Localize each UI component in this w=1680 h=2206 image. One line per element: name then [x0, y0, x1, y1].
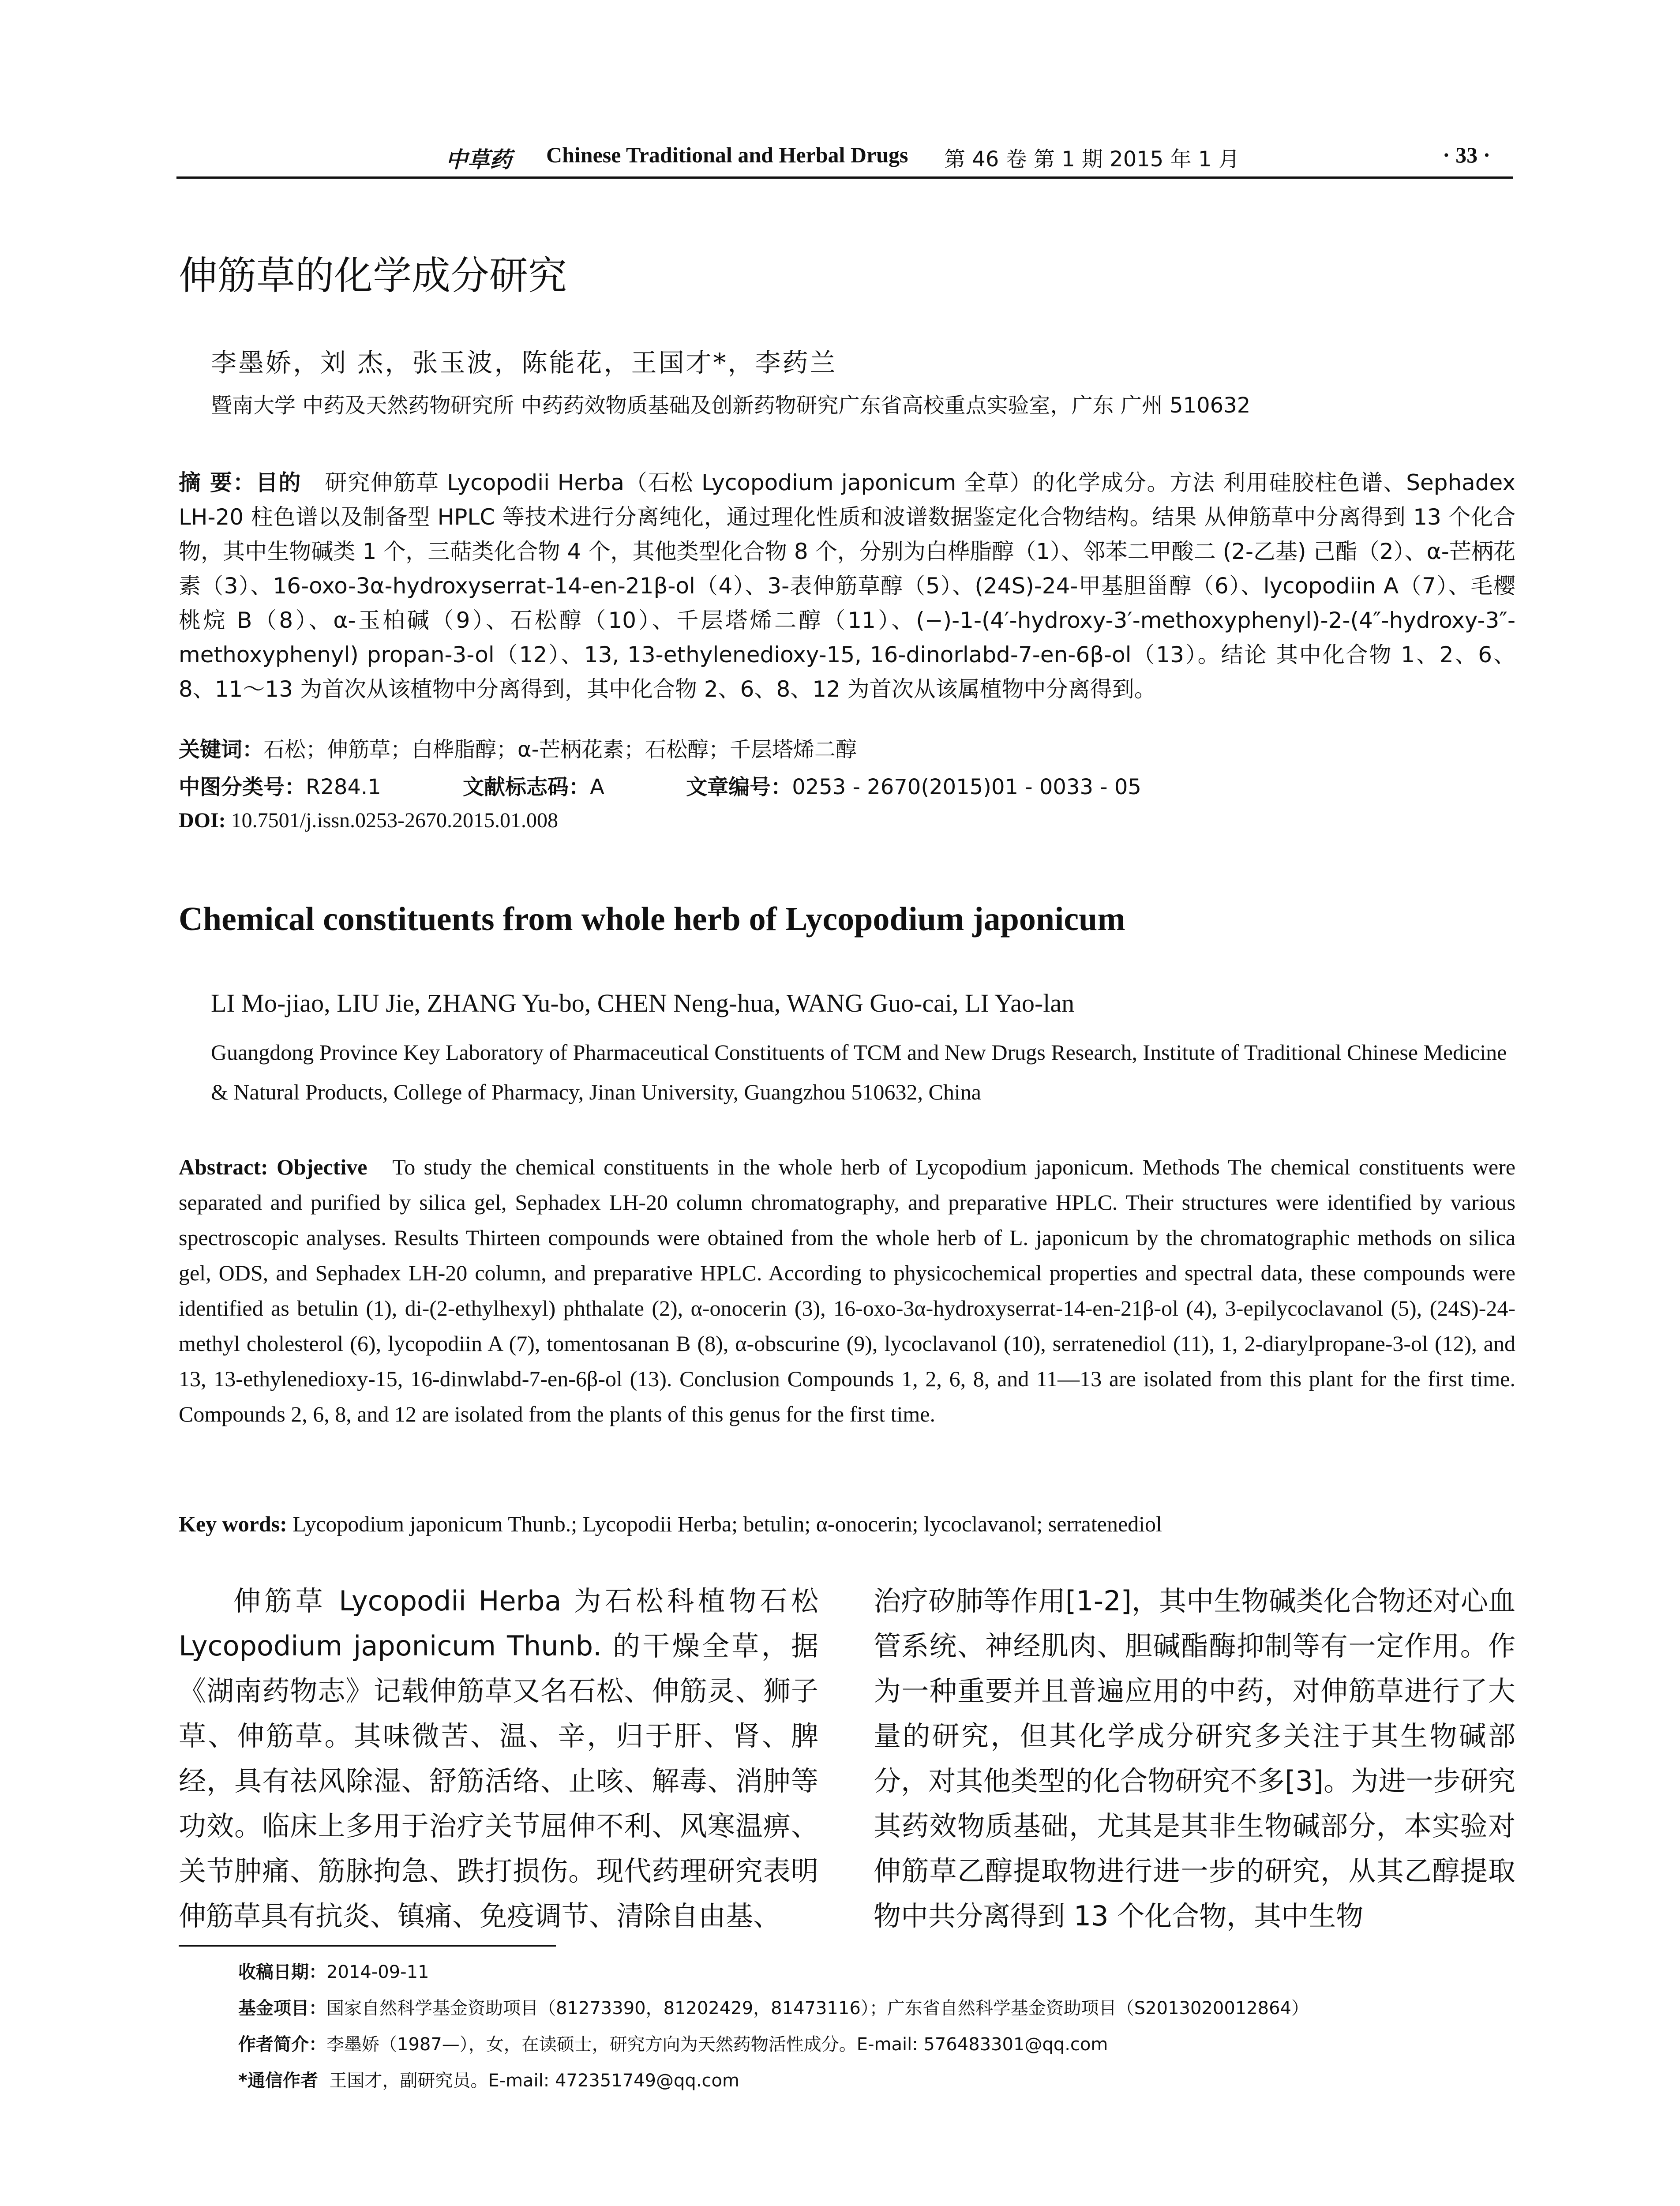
cn-abstract-text: 研究伸筋草 Lycopodii Herba（石松 Lycopodium japonicum 全草）的化学成分。方法 利用硅胶柱色谱、Sephadex LH-20 柱色谱以及制备型 HPLC 等技术进行分离纯化，通过理化性质和波谱数据鉴定化合物结构。结果 从伸筋草中分离得到 13 个化合物，其中生物碱类 1 个，三萜类化合物 4 个，其他类型化合物 8 个，分别为白桦脂醇（1）、邻苯二甲酸二 (2-乙基) 己酯（2）、α-芒柄花素（3）、16-oxo-3α-hydroxyserrat-14-en-21β-ol（4）、3-表伸筋草醇（5）、(24S)-24-甲基胆甾醇（6）、lycopodiin A（7）、毛樱桃烷 B（8）、α-玉柏碱（9）、石松醇（10）、千层塔烯二醇（11）、(−)-1-(4′-hydroxy-3′-methoxyphenyl)-2-(4″-hydroxy-3″-methoxyphenyl) propan-3-ol（12）、13, 13-ethylenedioxy-15, 16-dinorlabd-7-en-6β-ol（13）。结论 其中化合物 1、2、6、8、11～13 为首次从该植物中分离得到，其中化合物 2、6、8、12 为首次从该属植物中分离得到。 — [179, 470, 1516, 702]
corr-label: *通信作者 — [238, 2071, 318, 2091]
received-value: 2014-09-11 — [326, 1962, 429, 1982]
doc-code-value: A — [590, 775, 604, 799]
page-number: · 33 · — [1443, 143, 1491, 167]
cn-classification-line — [179, 770, 1515, 800]
received-label: 收稿日期： — [238, 1962, 326, 1982]
footnote-fund — [238, 1994, 1309, 2019]
body-column-left: 伸筋草 Lycopodii Herba 为石松科植物石松 Lycopodium japonicum Thunb. 的干燥全草，据《湖南药物志》记载伸筋草又名石松、伸筋灵、狮子草、伸筋草。其味微苦、温、辛，归于肝、肾、脾经，具有祛风除湿、舒筋活络、止咳、解毒、消肿等功效。临床上多用于治疗关节屈伸不利、风寒温痹、关节肿痛、筋脉拘急、跌打损伤。现代药理研究表明伸筋草具有抗炎、镇痛、免疫调节、清除自由基、 — [179, 1585, 818, 1932]
en-abstract — [179, 1149, 1515, 1432]
cn-keywords — [179, 732, 1515, 763]
issue-info: 第 46 卷 第 1 期 2015 年 1 月 — [944, 147, 1240, 172]
doi-label: DOI: — [179, 809, 226, 832]
footnote-author — [238, 2030, 1108, 2056]
cn-authors: 李墨娇，刘 杰，张玉波，陈能花，王国才*，李药兰 — [211, 348, 837, 378]
clc-value: R284.1 — [306, 775, 381, 799]
article-no-value: 0253 - 2670(2015)01 - 0033 - 05 — [792, 775, 1141, 799]
footnote-received — [238, 1958, 429, 1983]
footnote-rule — [179, 1945, 556, 1947]
en-abstract-label: Abstract: Objective — [179, 1155, 368, 1179]
clc-label: 中图分类号： — [179, 775, 306, 799]
cn-keywords-label: 关键词： — [179, 737, 264, 762]
cn-affiliation: 暨南大学 中药及天然药物研究所 中药药效物质基础及创新药物研究广东省高校重点实验室，广东 广州 510632 — [211, 393, 1251, 418]
author-value: 李墨娇（1987—），女，在读硕士，研究方向为天然药物活性成分。E-mail: 576483301@qq.com — [326, 2034, 1108, 2055]
fund-value: 国家自然科学基金资助项目（81273390，81202429，81473116）；广东省自然科学基金资助项目（S2013020012864） — [326, 1998, 1309, 2018]
cn-keywords-text: 石松；伸筋草；白桦脂醇；α-芒柄花素；石松醇；千层塔烯二醇 — [263, 737, 857, 762]
cn-title: 伸筋草的化学成分研究 — [179, 253, 567, 298]
fund-label: 基金项目： — [238, 1998, 326, 2018]
en-keywords — [179, 1511, 1515, 1537]
corr-value: 王国才，副研究员。E-mail: 472351749@qq.com — [329, 2071, 739, 2091]
header-rule — [176, 176, 1513, 179]
body-column-right: 治疗矽肺等作用[1-2]，其中生物碱类化合物还对心血管系统、神经肌肉、胆碱酯酶抑制等有一定作用。作为一种重要并且普遍应用的中药，对伸筋草进行了大量的研究，但其化学成分研究多关注于其生物碱部分，对其他类型的化合物研究不多[3]。为进一步研究其药效物质基础，尤其是其非生物碱部分，本实验对伸筋草乙醇提取物进行进一步的研究，从其乙醇提取物中共分离得到 13 个化合物，其中生物 — [874, 1585, 1515, 1932]
doc-code-label: 文献标志码： — [463, 775, 590, 799]
doi-line — [179, 808, 558, 833]
author-label: 作者简介： — [238, 2034, 326, 2055]
cn-abstract — [179, 465, 1515, 706]
cn-abstract-label: 摘 要：目的 — [179, 470, 302, 495]
en-affiliation: Guangdong Province Key Laboratory of Pharmaceutical Constituents of TCM and New Drugs Research, Institute of Traditional Chinese Medicine & Natural Products, College of Pharmacy, Jinan University, Guangzhou 510632, China — [211, 1040, 1507, 1104]
en-abstract-text: To study the chemical constituents in the whole herb of Lycopodium japonicum. Methods The chemical constituents were separated and purified by silica gel, Sephadex LH-20 column chromatography, and preparative HPLC. Their structures were identified by various spectroscopic analyses. Results Thirteen compounds were obtained from the whole herb of L. japonicum by the chromatographic methods on silica gel, ODS, and Sephadex LH-20 column, and preparative HPLC. According to physicochemical properties and spectral data, these compounds were identified as betulin (1), di-(2-ethylhexyl) phthalate (2), α-onocerin (3), 16-oxo-3α-hydroxyserrat-14-en-21β-ol (4), 3-epilycoclavanol (5), (24S)-24-methyl cholesterol (6), lycopodiin A (7), tomentosanan B (8), α-obscurine (9), lycoclavanol (10), serratenediol (11), 1, 2-diarylpropane-3-ol (12), and 13, 13-ethylenedioxy-15, 16-dinwlabd-7-en-6β-ol (13). Conclusion Compounds 1, 2, 6, 8, and 11—13 are isolated from this plant for the first time. Compounds 2, 6, 8, and 12 are isolated from the plants of this genus for the first time. — [179, 1155, 1515, 1426]
en-keywords-label: Key words: — [179, 1512, 287, 1536]
doi-value: 10.7501/j.issn.0253-2670.2015.01.008 — [231, 809, 559, 832]
en-title: Chemical constituents from whole herb of Lycopodium japonicum — [179, 900, 1125, 938]
en-authors: LI Mo-jiao, LIU Jie, ZHANG Yu-bo, CHEN Neng-hua, WANG Guo-cai, LI Yao-lan — [211, 989, 1075, 1017]
journal-name-en: Chinese Traditional and Herbal Drugs — [546, 143, 908, 167]
en-keywords-text: Lycopodium japonicum Thunb.; Lycopodii Herba; betulin; α-onocerin; lycoclavanol; serratenediol — [292, 1512, 1162, 1536]
article-no-label: 文章编号： — [686, 775, 792, 799]
footnote-corresponding — [238, 2067, 739, 2092]
journal-name-cn: 中草药 — [446, 146, 512, 173]
